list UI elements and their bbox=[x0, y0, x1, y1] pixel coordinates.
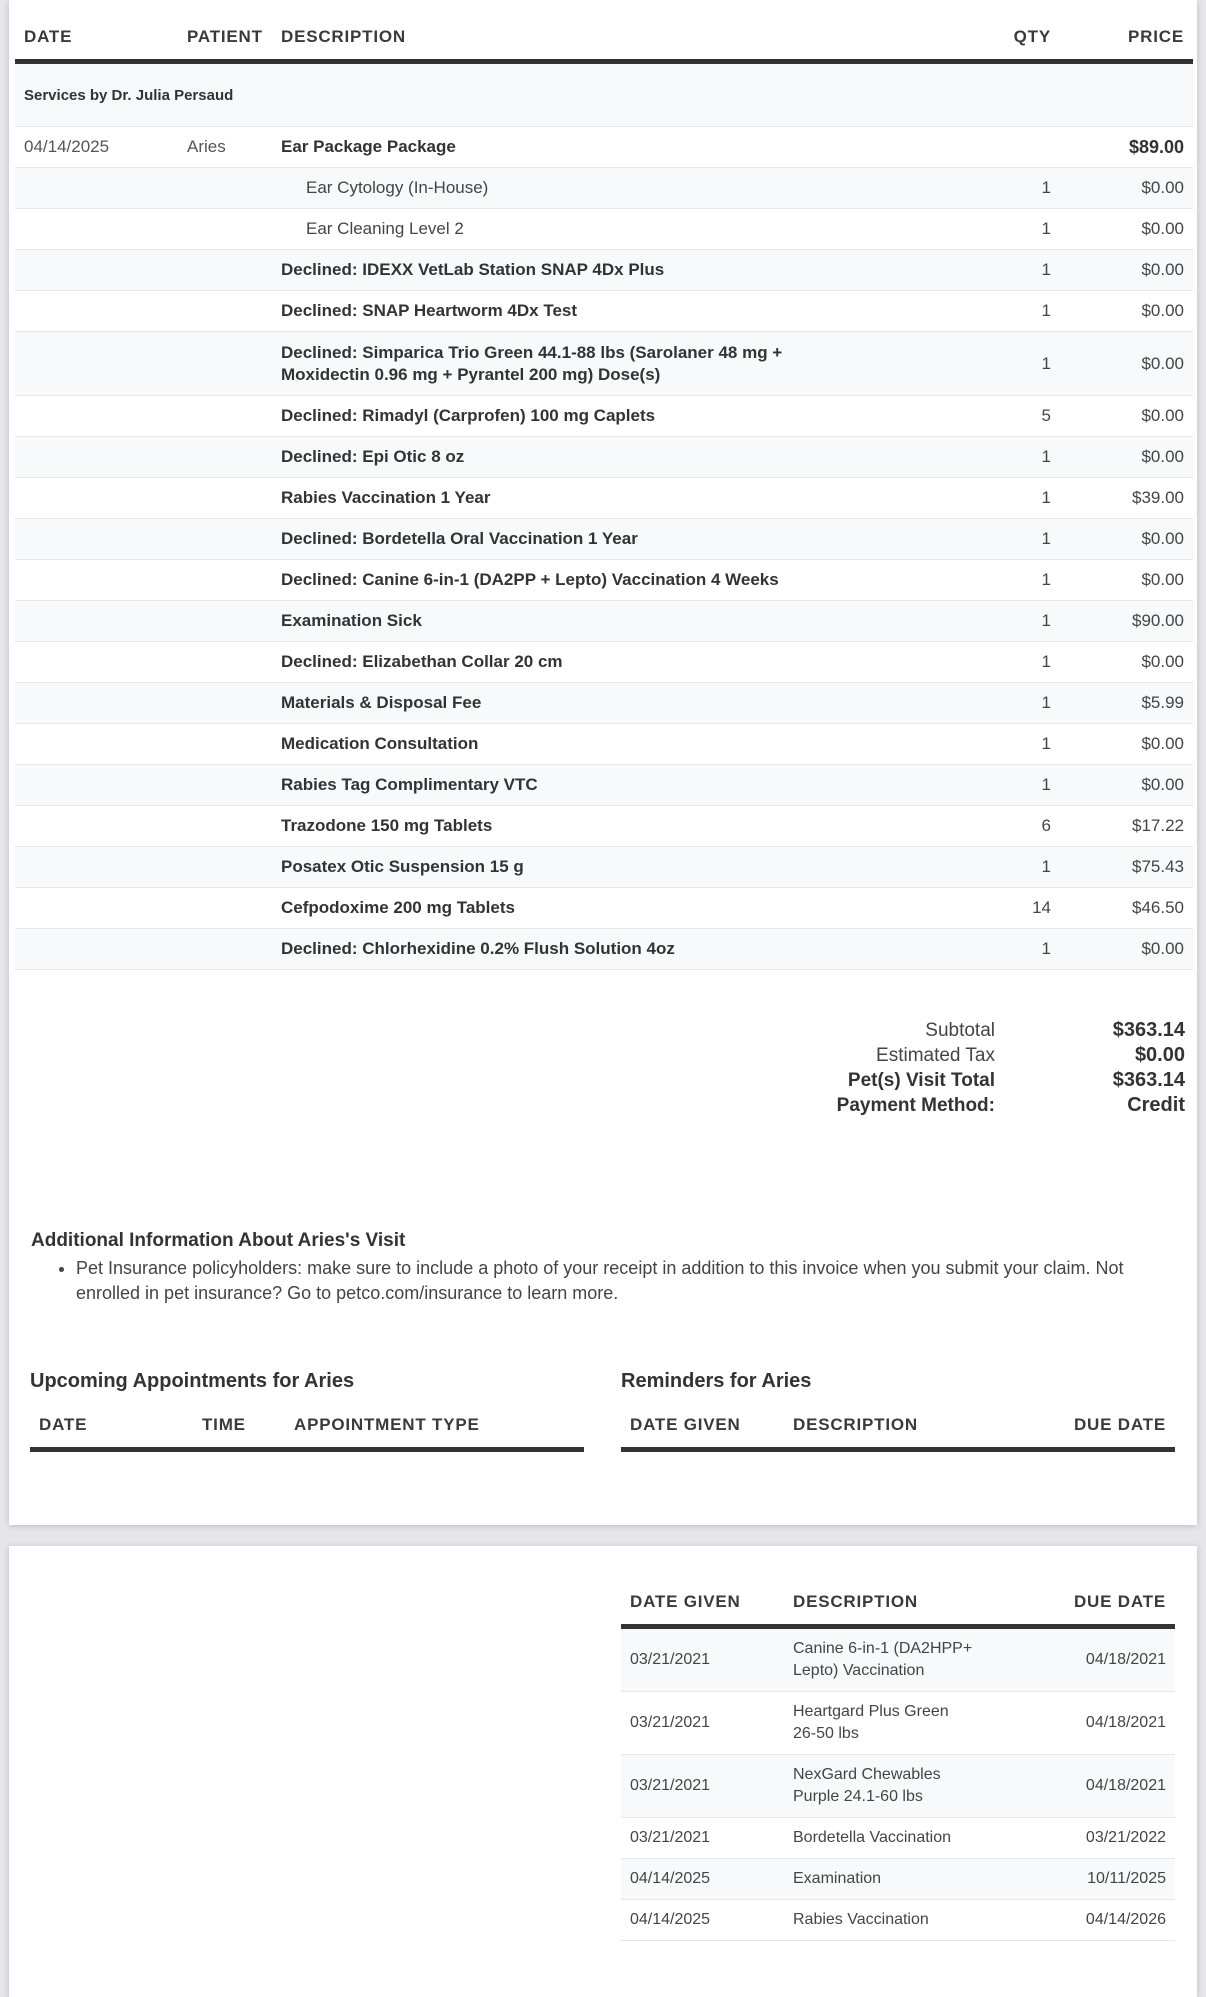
reminder-due-date: 04/14/2026 bbox=[1085, 1911, 1166, 1928]
reminder-description: Bordetella Vaccination bbox=[793, 1829, 952, 1846]
invoice-row bbox=[15, 683, 1193, 724]
row-qty: 14 bbox=[1032, 898, 1051, 917]
invoice-row bbox=[15, 929, 1193, 970]
invoice-row bbox=[15, 806, 1193, 847]
invoice-page-1 bbox=[9, 0, 1197, 1525]
row-description: Medication Consultation bbox=[281, 734, 479, 753]
row-qty: 1 bbox=[1041, 301, 1051, 320]
invoice-body bbox=[15, 127, 1193, 970]
reminder-row bbox=[621, 1900, 1175, 1941]
invoice-row bbox=[15, 478, 1193, 519]
row-qty: 6 bbox=[1041, 816, 1051, 835]
header-qty: QTY bbox=[1013, 27, 1051, 46]
row-description: Posatex Otic Suspension 15 g bbox=[281, 857, 524, 876]
reminder-row bbox=[621, 1859, 1175, 1900]
row-description: Examination Sick bbox=[281, 611, 422, 630]
reminder-due-date: 03/21/2022 bbox=[1085, 1829, 1166, 1846]
invoice-row bbox=[15, 209, 1193, 250]
row-description: Declined: Canine 6-in-1 (DA2PP + Lepto) Vaccination 4 Weeks bbox=[281, 570, 779, 589]
totals-value: $0.00 bbox=[1134, 1044, 1185, 1066]
invoice-row bbox=[15, 765, 1193, 806]
row-description: Ear Package Package bbox=[281, 137, 456, 156]
row-qty: 1 bbox=[1041, 693, 1051, 712]
reminder-row bbox=[621, 1629, 1175, 1692]
totals-row bbox=[685, 1068, 1185, 1093]
reminder-description: Heartgard Plus Green 26-50 lbs bbox=[793, 1703, 949, 1742]
header-patient: PATIENT bbox=[187, 27, 263, 46]
invoice-row bbox=[15, 560, 1193, 601]
row-price: $39.00 bbox=[1132, 488, 1184, 507]
additional-info bbox=[31, 1230, 1181, 1306]
row-description: Materials & Disposal Fee bbox=[281, 693, 482, 712]
row-qty: 1 bbox=[1041, 353, 1051, 373]
reminder-row bbox=[621, 1692, 1175, 1755]
invoice-row bbox=[15, 847, 1193, 888]
rem-header-date-given: DATE GIVEN bbox=[630, 1415, 741, 1434]
rem-header-description: DESCRIPTION bbox=[793, 1592, 918, 1611]
totals-value: Credit bbox=[1127, 1094, 1185, 1116]
invoice-row bbox=[15, 250, 1193, 291]
row-description: Rabies Tag Complimentary VTC bbox=[281, 775, 538, 794]
invoice-table bbox=[15, 0, 1193, 970]
row-price: $0.00 bbox=[1141, 260, 1184, 279]
row-qty: 1 bbox=[1041, 939, 1051, 958]
totals-value: $363.14 bbox=[1112, 1069, 1185, 1091]
rem-header-due-date: DUE DATE bbox=[1073, 1415, 1166, 1434]
reminders-header-row bbox=[621, 1406, 1175, 1452]
invoice-row bbox=[15, 601, 1193, 642]
appt-header-date: DATE bbox=[39, 1415, 88, 1434]
invoice-row bbox=[15, 168, 1193, 209]
invoice-row bbox=[15, 332, 1193, 396]
row-qty: 1 bbox=[1041, 447, 1051, 466]
invoice-page-2 bbox=[9, 1546, 1197, 1997]
row-price: $5.99 bbox=[1141, 693, 1184, 712]
row-description: Ear Cleaning Level 2 bbox=[306, 219, 464, 238]
reminder-date-given: 03/21/2021 bbox=[630, 1829, 711, 1846]
row-price: $0.00 bbox=[1141, 406, 1184, 425]
row-description: Rabies Vaccination 1 Year bbox=[281, 488, 491, 507]
row-price: $75.43 bbox=[1132, 857, 1184, 876]
row-qty: 5 bbox=[1041, 406, 1051, 425]
invoice-row bbox=[15, 437, 1193, 478]
invoice-row bbox=[15, 724, 1193, 765]
row-price: $0.00 bbox=[1141, 301, 1184, 320]
row-price: $46.50 bbox=[1132, 898, 1184, 917]
rem-header-due-date: DUE DATE bbox=[1073, 1592, 1166, 1611]
row-date: 04/14/2025 bbox=[24, 137, 110, 156]
totals-row bbox=[685, 1093, 1185, 1118]
row-qty: 1 bbox=[1041, 488, 1051, 507]
row-qty: 1 bbox=[1041, 529, 1051, 548]
provider-group-label: Services by Dr. Julia Persaud bbox=[15, 64, 1193, 127]
totals-label: Subtotal bbox=[925, 1019, 995, 1041]
row-qty: 1 bbox=[1041, 734, 1051, 753]
totals-label: Pet(s) Visit Total bbox=[847, 1069, 995, 1091]
row-description: Trazodone 150 mg Tablets bbox=[281, 816, 493, 835]
row-qty: 1 bbox=[1041, 652, 1051, 671]
invoice-row bbox=[15, 396, 1193, 437]
reminder-due-date: 10/11/2025 bbox=[1087, 1870, 1166, 1887]
row-description: Declined: SNAP Heartworm 4Dx Test bbox=[281, 301, 578, 320]
totals-label: Payment Method: bbox=[836, 1094, 995, 1116]
row-patient: Aries bbox=[187, 137, 226, 156]
row-price: $0.00 bbox=[1141, 939, 1184, 958]
reminder-description: NexGard Chewables Purple 24.1-60 lbs bbox=[793, 1766, 941, 1805]
row-description: Ear Cytology (In-House) bbox=[306, 178, 489, 197]
invoice-row bbox=[15, 888, 1193, 929]
row-price: $90.00 bbox=[1132, 611, 1184, 630]
appointments-title: Upcoming Appointments for Aries bbox=[30, 1370, 355, 1392]
invoice-row bbox=[15, 127, 1193, 168]
row-price: $0.00 bbox=[1141, 353, 1184, 373]
reminder-description: Rabies Vaccination bbox=[793, 1911, 929, 1928]
reminder-due-date: 04/18/2021 bbox=[1085, 1777, 1166, 1794]
reminder-row bbox=[621, 1755, 1175, 1818]
invoice-row bbox=[15, 642, 1193, 683]
row-description: Cefpodoxime 200 mg Tablets bbox=[281, 898, 515, 917]
invoice-row bbox=[15, 291, 1193, 332]
rem-header-date-given: DATE GIVEN bbox=[630, 1592, 741, 1611]
totals-row bbox=[685, 1018, 1185, 1043]
row-description: Declined: Rimadyl (Carprofen) 100 mg Caplets bbox=[281, 406, 656, 425]
reminder-row bbox=[621, 1818, 1175, 1859]
row-qty: 1 bbox=[1041, 219, 1051, 238]
header-description: DESCRIPTION bbox=[281, 27, 406, 46]
row-price: $0.00 bbox=[1141, 775, 1184, 794]
reminder-description: Canine 6-in-1 (DA2HPP+ Lepto) Vaccination bbox=[793, 1640, 973, 1679]
reminder-date-given: 03/21/2021 bbox=[630, 1777, 711, 1794]
row-qty: 1 bbox=[1041, 857, 1051, 876]
additional-info-title: Additional Information About Aries's Visit bbox=[31, 1230, 406, 1251]
reminder-description: Examination bbox=[793, 1870, 882, 1887]
row-qty: 1 bbox=[1041, 570, 1051, 589]
reminder-date-given: 04/14/2025 bbox=[630, 1911, 711, 1928]
row-price: $89.00 bbox=[1128, 136, 1184, 157]
row-price: $0.00 bbox=[1141, 652, 1184, 671]
header-date: DATE bbox=[24, 27, 73, 46]
row-qty: 1 bbox=[1041, 775, 1051, 794]
reminders-header-row-continued bbox=[621, 1583, 1175, 1629]
additional-info-list bbox=[31, 1256, 1181, 1306]
appt-header-time: TIME bbox=[202, 1415, 246, 1434]
row-price: $0.00 bbox=[1141, 734, 1184, 753]
row-description: Declined: Simparica Trio Green 44.1-88 lbs (Sarolaner 48 mg + Moxidectin 0.96 mg + Pyrantel 200 mg) Dose(s) bbox=[281, 342, 783, 384]
appt-header-type: APPOINTMENT TYPE bbox=[294, 1415, 480, 1434]
reminder-date-given: 04/14/2025 bbox=[630, 1870, 711, 1887]
reminder-due-date: 04/18/2021 bbox=[1085, 1651, 1166, 1668]
row-qty: 1 bbox=[1041, 260, 1051, 279]
totals-label: Estimated Tax bbox=[876, 1044, 995, 1066]
reminders-title: Reminders for Aries bbox=[621, 1370, 812, 1392]
invoice-header-row bbox=[15, 0, 1193, 64]
totals-block bbox=[685, 1018, 1185, 1118]
header-price: PRICE bbox=[1128, 27, 1184, 46]
reminder-due-date: 04/18/2021 bbox=[1085, 1714, 1166, 1731]
row-qty: 1 bbox=[1041, 611, 1051, 630]
row-description: Declined: Chlorhexidine 0.2% Flush Solution 4oz bbox=[281, 939, 675, 958]
reminders-body bbox=[621, 1629, 1175, 1941]
row-qty: 1 bbox=[1041, 178, 1051, 197]
reminder-date-given: 03/21/2021 bbox=[630, 1651, 711, 1668]
appointments-header-row bbox=[30, 1406, 584, 1452]
row-price: $17.22 bbox=[1132, 816, 1184, 835]
row-price: $0.00 bbox=[1141, 447, 1184, 466]
row-price: $0.00 bbox=[1141, 219, 1184, 238]
row-description: Declined: Epi Otic 8 oz bbox=[281, 447, 465, 466]
row-description: Declined: Elizabethan Collar 20 cm bbox=[281, 652, 563, 671]
reminder-date-given: 03/21/2021 bbox=[630, 1714, 711, 1731]
rem-header-description: DESCRIPTION bbox=[793, 1415, 918, 1434]
row-price: $0.00 bbox=[1141, 570, 1184, 589]
row-price: $0.00 bbox=[1141, 529, 1184, 548]
invoice-row bbox=[15, 519, 1193, 560]
totals-value: $363.14 bbox=[1112, 1019, 1185, 1041]
row-description: Declined: Bordetella Oral Vaccination 1 Year bbox=[281, 529, 638, 548]
totals-row bbox=[685, 1043, 1185, 1068]
additional-info-item: • Pet Insurance policyholders: make sure to include a photo of your receipt in addition to this invoice when you submit your claim. Not enrolled in pet insurance? Go to petco.com/insurance to learn more. bbox=[76, 1256, 1181, 1306]
row-description: Declined: IDEXX VetLab Station SNAP 4Dx Plus bbox=[281, 260, 665, 279]
row-price: $0.00 bbox=[1141, 178, 1184, 197]
